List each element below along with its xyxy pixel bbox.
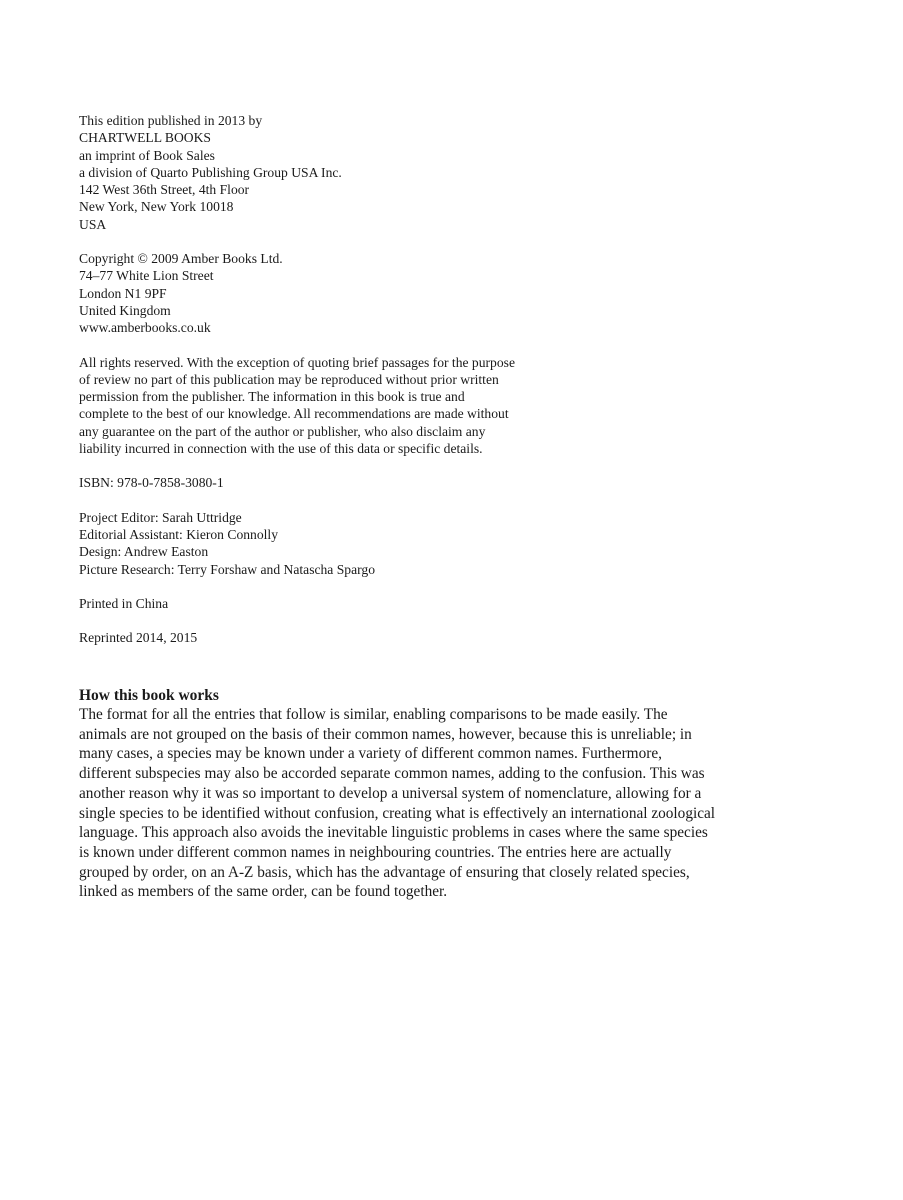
rights-line: permission from the publisher. The information in this book is true and — [79, 389, 465, 405]
body-line: another reason why it was so important to develop a universal system of nomenclature, allowing for a — [79, 784, 702, 802]
rights-line: All rights reserved. With the exception of quoting brief passages for the purpose — [79, 354, 515, 370]
publisher-line: USA — [79, 216, 107, 232]
publisher-line: This edition published in 2013 by — [79, 113, 263, 128]
publisher-line: CHARTWELL BOOKS — [79, 130, 211, 146]
reprinted-block — [79, 629, 559, 646]
copyright-line: 74–77 White Lion Street — [79, 268, 214, 284]
printed-block — [79, 595, 559, 612]
isbn-line: ISBN: 978-0-7858-3080-1 — [79, 475, 224, 491]
body-line: animals are not grouped on the basis of their common names, however, because this is unreliable; in — [79, 725, 692, 743]
body-line: The format for all the entries that follow is similar, enabling comparisons to be made easily. The — [79, 706, 668, 723]
publisher-line: 142 West 36th Street, 4th Floor — [79, 182, 250, 198]
body-line: single species to be identified without confusion, creating what is effectively an international zoological — [79, 804, 716, 822]
body-line: grouped by order, on an A-Z basis, which has the advantage of ensuring that closely related species, — [79, 863, 690, 881]
section-body — [79, 705, 799, 902]
rights-line: complete to the best of our knowledge. All recommendations are made without — [79, 406, 509, 422]
rights-line: of review no part of this publication may be reproduced without prior written — [79, 371, 499, 387]
copyright-line: Copyright © 2009 Amber Books Ltd. — [79, 251, 283, 267]
rights-line: any guarantee on the part of the author or publisher, who also disclaim any — [79, 423, 486, 439]
publisher-line: a division of Quarto Publishing Group USA Inc. — [79, 164, 342, 180]
how-this-book-works-section — [79, 686, 799, 902]
body-line: many cases, a species may be known under a variety of different common names. Furthermore, — [79, 745, 662, 763]
section-heading: How this book works — [79, 687, 219, 704]
publisher-line: New York, New York 10018 — [79, 199, 234, 215]
credit-line: Design: Andrew Easton — [79, 544, 209, 560]
credit-line: Picture Research: Terry Forshaw and Natascha Spargo — [79, 561, 376, 577]
body-line: linked as members of the same order, can be found together. — [79, 883, 448, 901]
printed-line: Printed in China — [79, 595, 169, 611]
reprinted-line: Reprinted 2014, 2015 — [79, 630, 198, 646]
body-line: different subspecies may also be accorded separate common names, adding to the confusion. This was — [79, 765, 705, 783]
copyright-line: www.amberbooks.co.uk — [79, 320, 211, 336]
imprint-section — [79, 112, 559, 663]
body-line: language. This approach also avoids the inevitable linguistic problems in cases where the same species — [79, 824, 708, 842]
isbn-block — [79, 474, 559, 491]
credits-block — [79, 509, 559, 578]
credit-line: Project Editor: Sarah Uttridge — [79, 509, 242, 525]
copyright-block — [79, 250, 559, 336]
credit-line: Editorial Assistant: Kieron Connolly — [79, 526, 278, 542]
body-line: is known under different common names in neighbouring countries. The entries here are actually — [79, 843, 672, 861]
copyright-line: London N1 9PF — [79, 285, 167, 301]
publisher-line: an imprint of Book Sales — [79, 147, 215, 163]
rights-line: liability incurred in connection with the use of this data or specific details. — [79, 441, 483, 457]
copyright-line: United Kingdom — [79, 302, 171, 318]
rights-block — [79, 354, 559, 458]
publisher-block — [79, 112, 559, 233]
